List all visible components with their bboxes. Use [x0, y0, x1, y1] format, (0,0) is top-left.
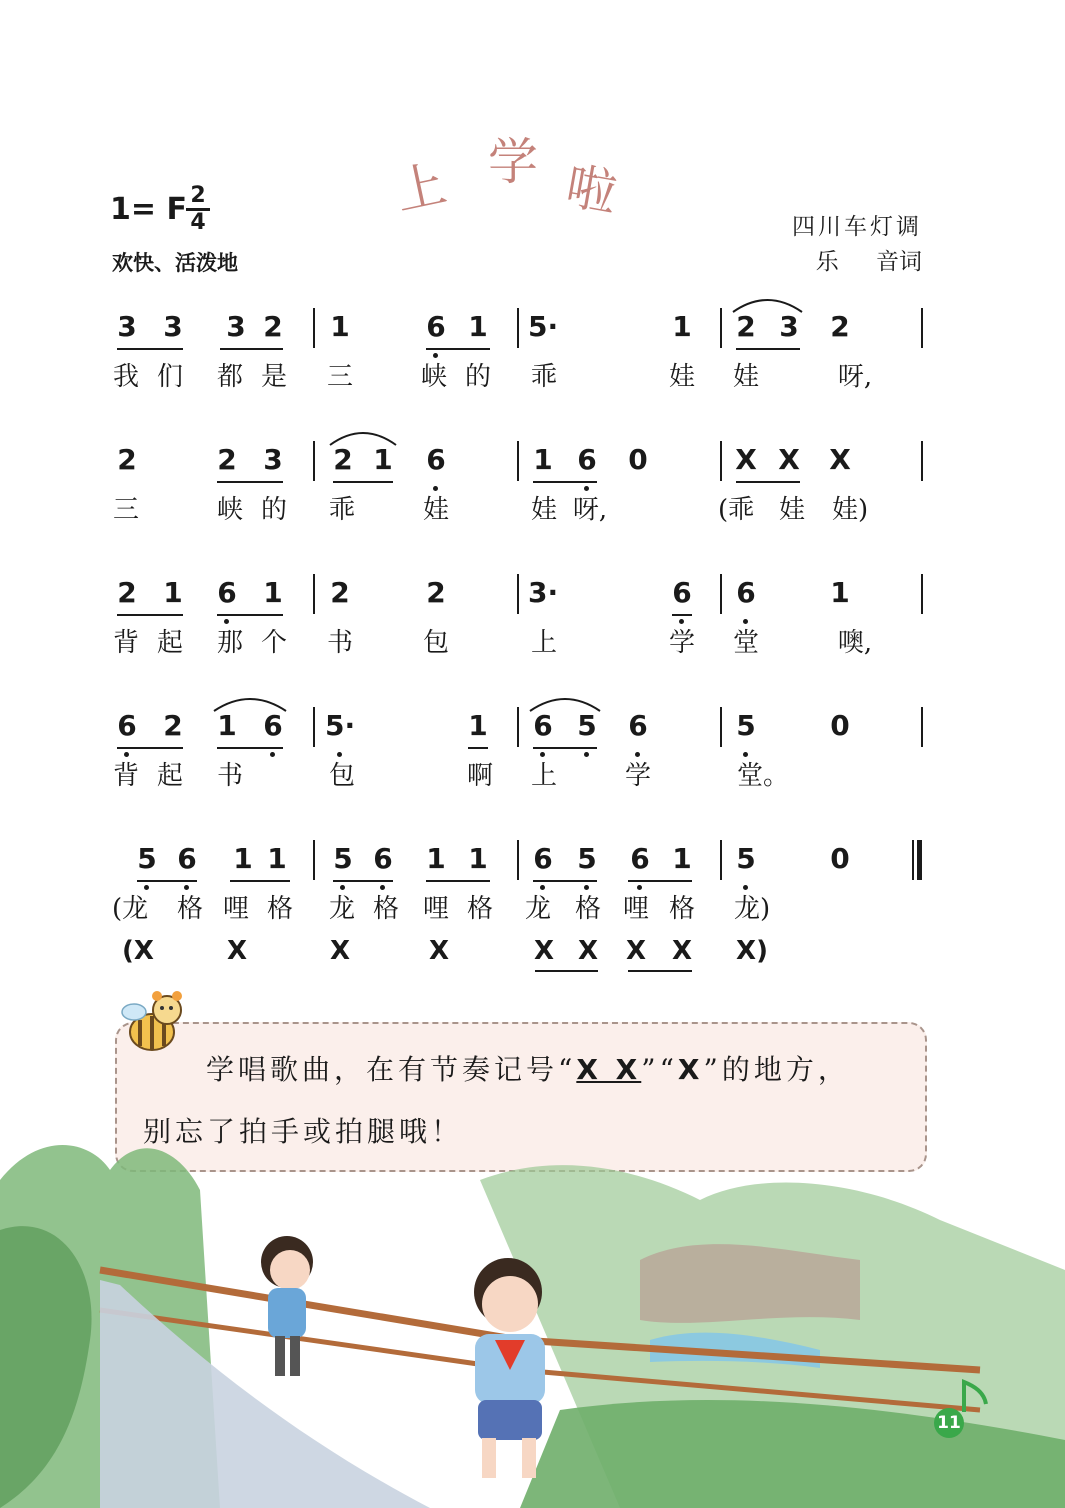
tip-line-1: [206, 1048, 850, 1088]
beam-underline: [736, 348, 800, 350]
jianpu-note: 6: [426, 310, 446, 343]
tip-suffix: ”的地方，: [703, 1053, 850, 1086]
jianpu-note: 2: [117, 443, 137, 476]
tie-arc: [328, 427, 398, 447]
jianpu-note: 1: [267, 842, 287, 875]
lyric-char: 堂。: [737, 761, 790, 791]
lyric-char: 三: [326, 362, 353, 392]
jianpu-note: 5: [736, 709, 756, 742]
tempo-marking: 欢快、活泼地: [112, 251, 238, 275]
lyric-char: 娃: [778, 495, 805, 525]
jianpu-note: 5: [333, 842, 353, 875]
jianpu-note: 6: [373, 842, 393, 875]
song-source: 四川车灯调: [792, 214, 922, 240]
barline: [912, 840, 914, 880]
beam-underline: [230, 880, 290, 882]
jianpu-note: 1: [263, 576, 283, 609]
lyric-char: 哩: [422, 894, 449, 924]
barline: [313, 308, 315, 348]
beam-underline: [426, 348, 490, 350]
beam-underline: [533, 481, 597, 483]
jianpu-note: 1: [233, 842, 253, 875]
rhythm-underline: [535, 970, 598, 972]
time-signature: [186, 184, 210, 235]
lyric-char: 都: [216, 362, 243, 392]
barline: [720, 707, 722, 747]
beam-underline: [137, 880, 197, 882]
jianpu-note: 1: [830, 576, 850, 609]
lyric-char: 个: [260, 628, 287, 658]
jianpu-note: 2: [117, 576, 137, 609]
octave-dot: [270, 752, 275, 757]
barline: [517, 308, 519, 348]
jianpu-note: 6: [177, 842, 197, 875]
barline: [921, 308, 923, 348]
barline: [917, 840, 922, 880]
beam-underline: [533, 747, 597, 749]
lyric-char: 学: [668, 628, 695, 658]
jianpu-note: 1: [163, 576, 183, 609]
tip-line-2: 别忘了拍手或拍腿哦！: [143, 1115, 464, 1148]
jianpu-note: 2: [830, 310, 850, 343]
beam-underline: [333, 880, 393, 882]
jianpu-note: 5: [577, 709, 597, 742]
girl-figure: [261, 1236, 313, 1376]
lyric-char: 格: [466, 894, 493, 924]
tie-arc: [212, 693, 288, 713]
song-credit: 乐 音词: [815, 249, 922, 275]
page-number: 11: [934, 1408, 964, 1438]
beam-underline: [117, 747, 183, 749]
jianpu-note: 1: [217, 709, 237, 742]
beam-underline: [736, 481, 800, 483]
jianpu-note: 0: [628, 443, 648, 476]
jianpu-note: 5: [577, 842, 597, 875]
lyric-char: 啊: [466, 761, 493, 791]
lyric-char: 呀,: [572, 495, 608, 525]
jianpu-note: 1: [672, 842, 692, 875]
tip-rhythm-mark-2: X: [677, 1053, 704, 1086]
lyric-char: 呀,: [837, 362, 873, 392]
jianpu-note: 3: [779, 310, 799, 343]
jianpu-note: 3: [263, 443, 283, 476]
jianpu-note: 6: [263, 709, 283, 742]
jianpu-note: 2: [333, 443, 353, 476]
jianpu-note: 3·: [528, 576, 559, 609]
lyric-char: 书: [326, 628, 353, 658]
jianpu-note: 3: [226, 310, 246, 343]
lyric-char: 格: [668, 894, 695, 924]
jianpu-note: 0: [830, 842, 850, 875]
jianpu-note: X: [778, 443, 800, 476]
music-note-icon: [960, 1378, 1000, 1428]
jianpu-note: 1: [330, 310, 350, 343]
lyric-char: 哩: [222, 894, 249, 924]
jianpu-note: 5·: [528, 310, 559, 343]
barline: [921, 574, 923, 614]
beam-underline: [628, 880, 692, 882]
beam-underline: [217, 481, 283, 483]
lyric-char: 堂: [732, 628, 759, 658]
barline: [517, 707, 519, 747]
beam-underline: [117, 348, 183, 350]
rhythm-mark: X: [533, 936, 555, 966]
lyric-char: 我: [112, 362, 139, 392]
rhythm-mark: X: [625, 936, 647, 966]
barline: [921, 441, 923, 481]
jianpu-note: 6: [672, 576, 692, 609]
jianpu-note: 1: [672, 310, 692, 343]
title-char-2: 学: [488, 133, 538, 191]
barline: [313, 574, 315, 614]
tie-arc: [731, 294, 804, 314]
lyric-char: 起: [156, 628, 183, 658]
rhythm-underline: [628, 970, 692, 972]
rhythm-mark: X: [577, 936, 599, 966]
barline: [720, 574, 722, 614]
jianpu-note: 0: [830, 709, 850, 742]
lyric-char: 是: [260, 362, 287, 392]
bee-icon: [112, 990, 192, 1060]
beam-underline: [217, 747, 283, 749]
lyric-char: 格: [176, 894, 203, 924]
barline: [517, 441, 519, 481]
lyric-char: 噢,: [837, 628, 873, 658]
jianpu-note: 5: [736, 842, 756, 875]
rhythm-mark: X: [329, 936, 351, 966]
lyric-char: 上: [530, 761, 557, 791]
lyric-char: 龙: [524, 894, 551, 924]
jianpu-note: 6: [577, 443, 597, 476]
lyric-char: 的: [260, 495, 287, 525]
beam-underline: [220, 348, 283, 350]
lyric-char: 的: [464, 362, 491, 392]
lyric-char: 龙: [328, 894, 355, 924]
lyric-char: 背: [112, 761, 139, 791]
rhythm-mark: X: [671, 936, 693, 966]
key-signature: 1= F: [110, 192, 187, 227]
lyric-char: 书: [216, 761, 243, 791]
lyric-char: 三: [112, 495, 139, 525]
barline: [517, 574, 519, 614]
jianpu-note: 6: [117, 709, 137, 742]
lyric-char: 娃: [530, 495, 557, 525]
barline: [313, 840, 315, 880]
jianpu-note: 6: [217, 576, 237, 609]
jianpu-note: 2: [426, 576, 446, 609]
barline: [720, 441, 722, 481]
jianpu-note: 1: [468, 842, 488, 875]
octave-dot: [584, 752, 589, 757]
beam-underline: [468, 747, 488, 749]
jianpu-note: 2: [163, 709, 183, 742]
tip-prefix: 学唱歌曲，在有节奏记号“: [206, 1053, 577, 1086]
lyric-char: 格: [574, 894, 601, 924]
beam-underline: [333, 481, 393, 483]
title-char-1: 上: [390, 154, 452, 222]
jianpu-note: 5·: [325, 709, 356, 742]
lyric-char: (乖: [718, 495, 755, 525]
jianpu-note: 6: [736, 576, 756, 609]
jianpu-note: X: [735, 443, 757, 476]
beam-underline: [672, 614, 692, 616]
lyric-char: 上: [530, 628, 557, 658]
beam-underline: [426, 880, 490, 882]
jianpu-note: 6: [533, 709, 553, 742]
barline: [720, 308, 722, 348]
rhythm-mark: X): [736, 936, 768, 966]
lyric-char: 背: [112, 628, 139, 658]
jianpu-note: 6: [426, 443, 446, 476]
jianpu-note: 1: [426, 842, 446, 875]
jianpu-note: 3: [163, 310, 183, 343]
jianpu-note: 1: [533, 443, 553, 476]
rhythm-mark: X: [428, 936, 450, 966]
lyric-char: 起: [156, 761, 183, 791]
jianpu-note: 1: [468, 709, 488, 742]
time-denominator: 4: [190, 210, 206, 235]
lyric-char: 格: [266, 894, 293, 924]
lyric-char: 哩: [622, 894, 649, 924]
lyric-char: 娃): [832, 495, 869, 525]
jianpu-note: 6: [628, 709, 648, 742]
rhythm-mark: X: [226, 936, 248, 966]
jianpu-note: 1: [468, 310, 488, 343]
barline: [921, 707, 923, 747]
lyric-char: 们: [156, 362, 183, 392]
jianpu-note: 5: [137, 842, 157, 875]
tie-arc: [528, 693, 602, 713]
lyric-char: 学: [624, 761, 651, 791]
lyric-char: 娃: [732, 362, 759, 392]
jianpu-note: 2: [263, 310, 283, 343]
jianpu-note: 2: [330, 576, 350, 609]
lyric-char: 峡: [420, 362, 447, 392]
jianpu-note: X: [829, 443, 851, 476]
boy-figure: [474, 1258, 545, 1478]
lyric-char: (龙: [112, 894, 149, 924]
barline: [517, 840, 519, 880]
lyric-char: 格: [372, 894, 399, 924]
barline: [720, 840, 722, 880]
jianpu-note: 3: [117, 310, 137, 343]
tip-middle: ”“: [641, 1053, 678, 1086]
lyric-char: 那: [216, 628, 243, 658]
lyric-char: 乖: [328, 495, 355, 525]
time-numerator: 2: [186, 184, 210, 211]
title-char-3: 啦: [561, 157, 621, 223]
beam-underline: [217, 614, 283, 616]
jianpu-note: 6: [630, 842, 650, 875]
lyric-char: 乖: [530, 362, 557, 392]
beam-underline: [117, 614, 183, 616]
barline: [313, 707, 315, 747]
barline: [313, 441, 315, 481]
lyric-char: 娃: [422, 495, 449, 525]
lyric-char: 包: [422, 628, 449, 658]
lyric-char: 包: [328, 761, 355, 791]
jianpu-note: 2: [217, 443, 237, 476]
illustration-landscape: [0, 1110, 1065, 1508]
lyric-char: 峡: [216, 495, 243, 525]
jianpu-note: 1: [373, 443, 393, 476]
rhythm-mark: (X: [122, 936, 154, 966]
jianpu-note: 2: [736, 310, 756, 343]
beam-underline: [533, 880, 597, 882]
tip-rhythm-mark-1: X X: [576, 1053, 642, 1086]
jianpu-note: 6: [533, 842, 553, 875]
lyric-char: 娃: [668, 362, 695, 392]
lyric-char: 龙): [734, 894, 771, 924]
